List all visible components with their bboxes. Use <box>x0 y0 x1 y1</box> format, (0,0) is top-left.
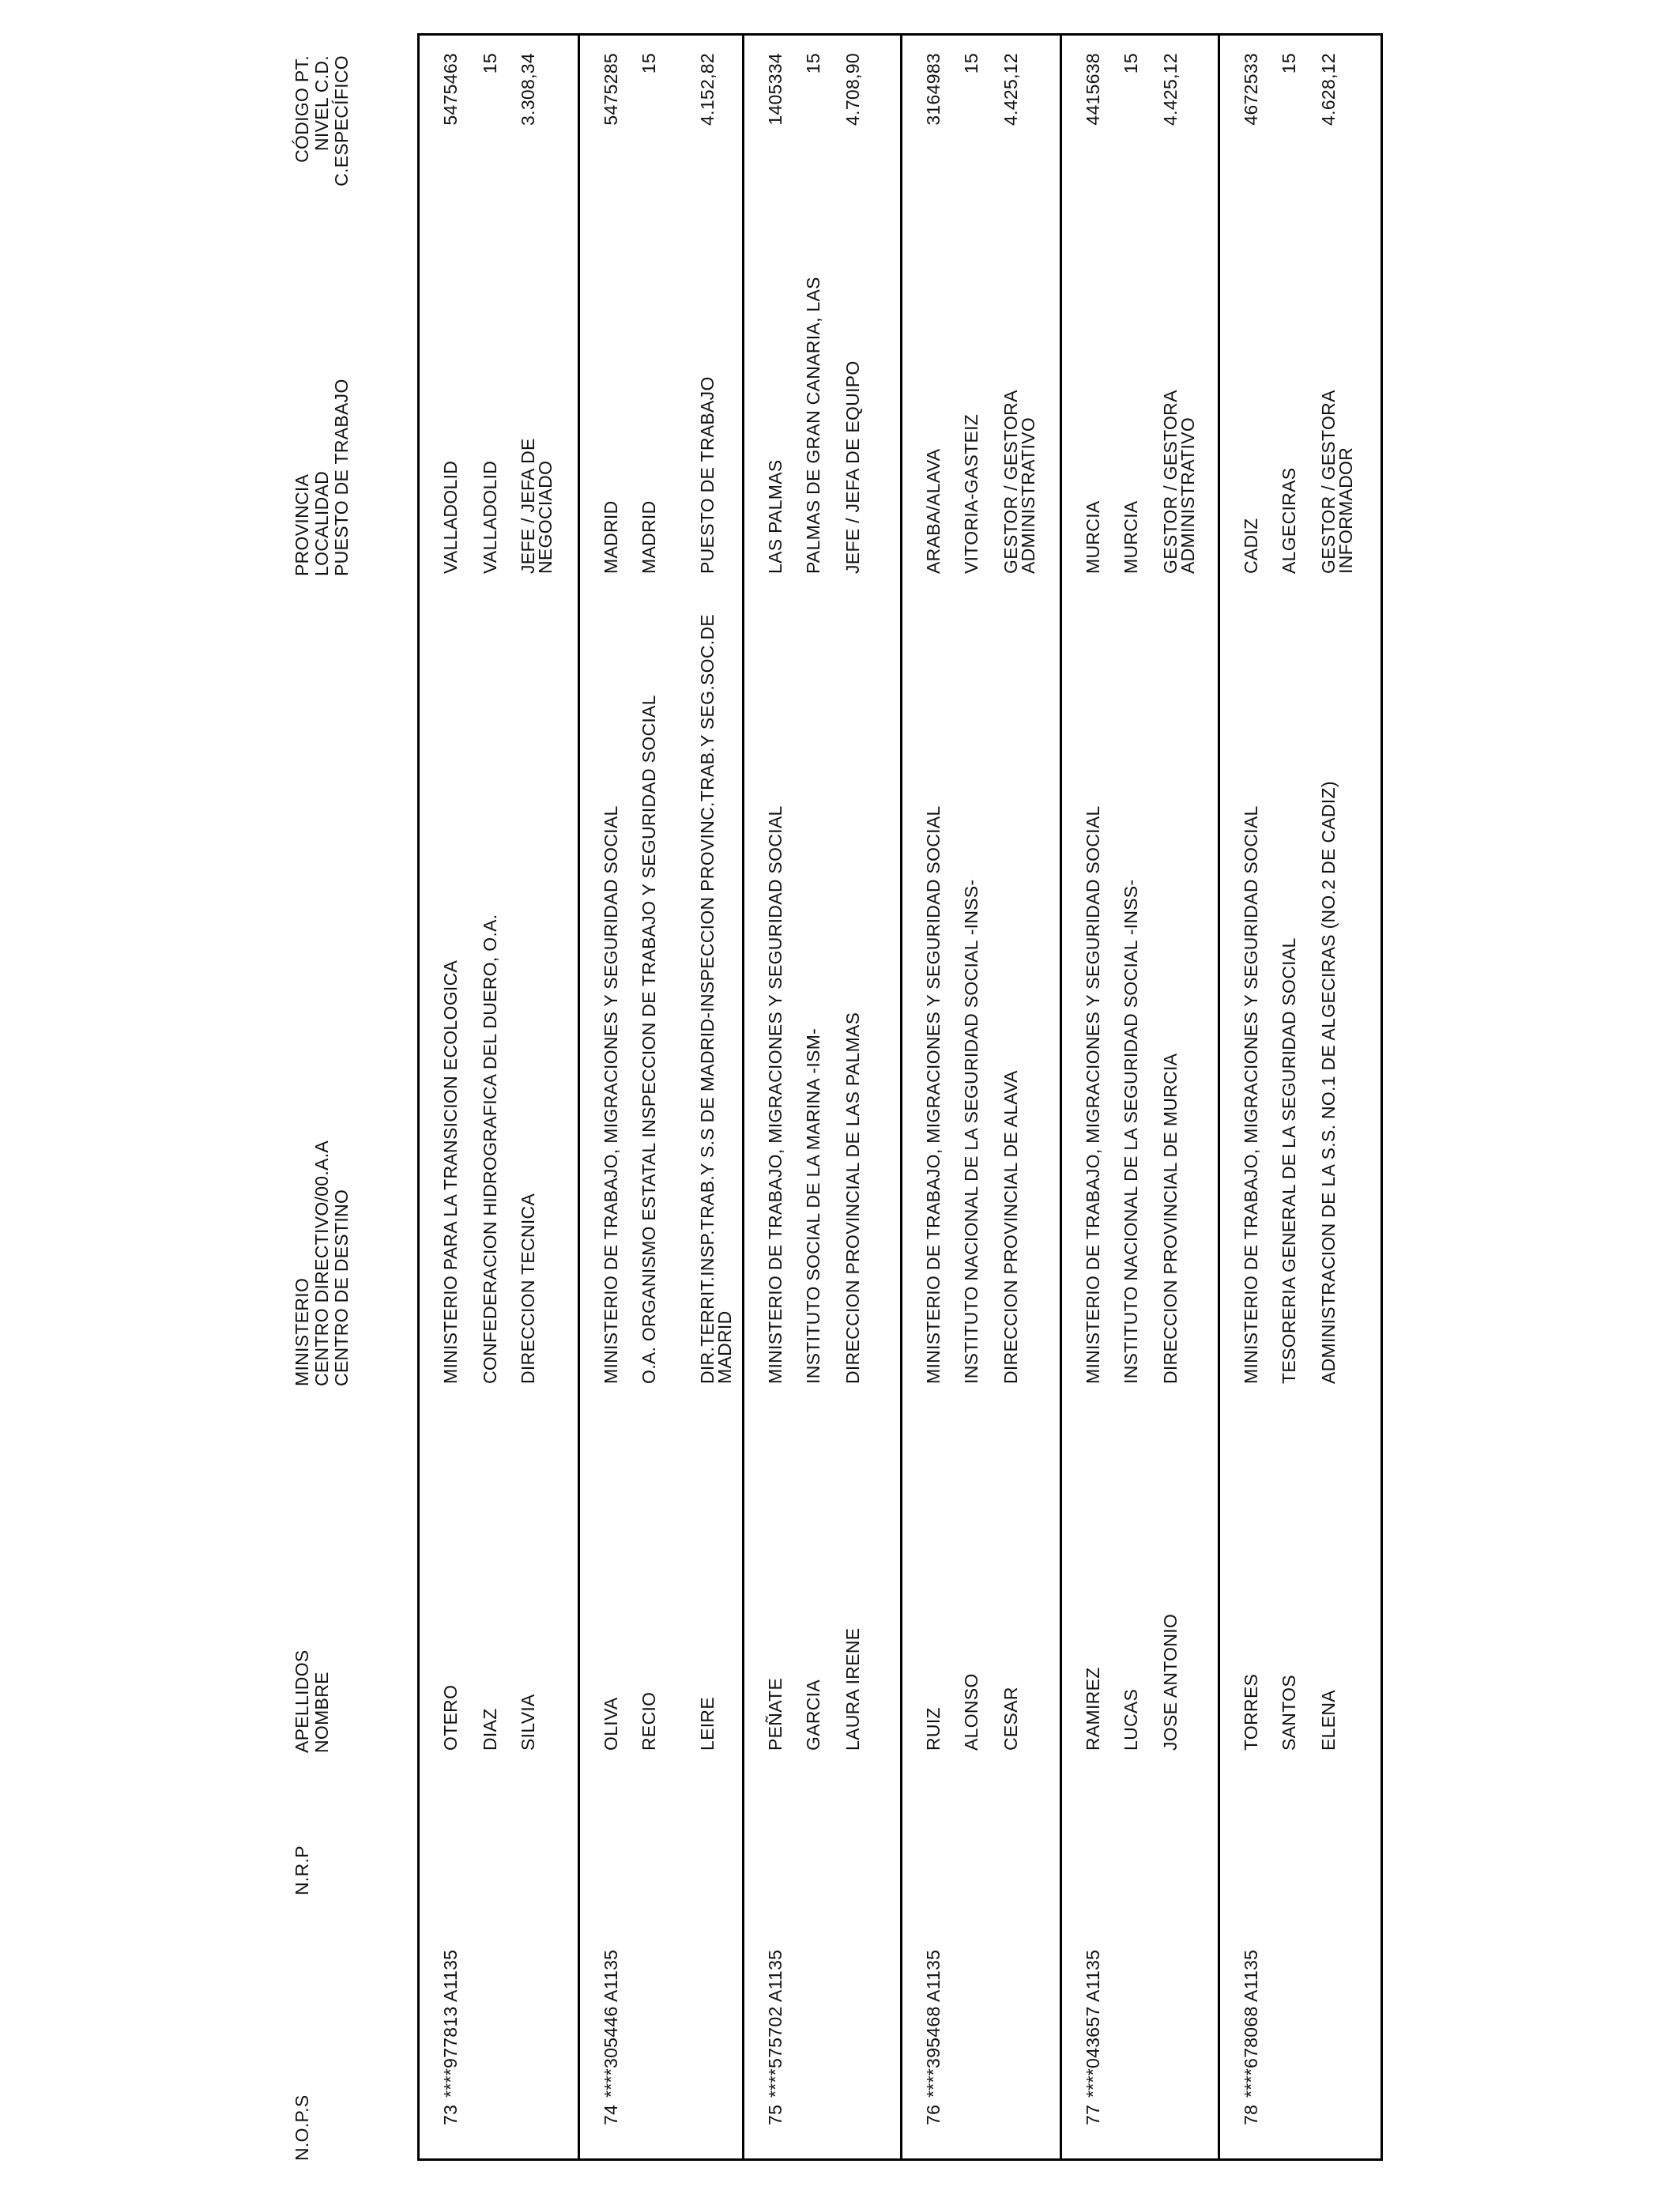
record-apellido2: LUCAS <box>1121 1688 1141 1751</box>
record-ministerio: MINISTERIO DE TRABAJO, MIGRACIONES Y SEGURIDAD SOCIAL <box>1083 805 1103 1384</box>
record-nombre: JOSE ANTONIO <box>1160 1613 1181 1751</box>
header-nrp-label: N.R.P <box>292 1845 312 1895</box>
record-codigo: 4415638 <box>1083 53 1103 126</box>
record-puesto: PUESTO DE TRABAJO <box>697 376 718 574</box>
header-provincia <box>292 379 352 576</box>
header-localidad-label: LOCALIDAD <box>311 470 332 576</box>
record-nops: 78 <box>1241 2104 1261 2125</box>
record-nombre: LEIRE <box>697 1697 718 1751</box>
header-nops <box>292 2095 312 2162</box>
record-centro-destino: DIR.TERRIT.INSP.TRAB.Y S.S DE MADRID-INSPECCION PROVINC.TRAB.Y SEG.SOC.DE MADRID <box>697 613 735 1384</box>
record-puesto: JEFE / JEFA DE EQUIPO <box>842 360 863 574</box>
header-nivel-label: NIVEL C.D. <box>311 55 332 152</box>
record-localidad: ALGECIRAS <box>1279 467 1299 574</box>
record-nrp: ****043657 A1135 <box>1083 1949 1103 2098</box>
record-apellido1: TORRES <box>1241 1673 1261 1751</box>
record-nombre: ELENA <box>1318 1690 1339 1751</box>
record-ministerio: MINISTERIO DE TRABAJO, MIGRACIONES Y SEGURIDAD SOCIAL <box>923 805 944 1384</box>
header-codigo <box>292 55 352 234</box>
record-centro-destino: ADMINISTRACION DE LA S.S. NO.1 DE ALGECIRAS (NO.2 DE CADIZ) <box>1318 781 1339 1384</box>
record-nops: 74 <box>601 2104 621 2125</box>
header-ministerio-label: MINISTERIO <box>292 1277 312 1386</box>
record-nrp: ****678068 A1135 <box>1241 1949 1261 2098</box>
record-nombre: CESAR <box>1000 1687 1021 1751</box>
record-puesto: GESTOR / GESTORA INFORMADOR <box>1318 390 1356 574</box>
record-codigo: 4672533 <box>1241 53 1261 126</box>
record-apellido2: ALONSO <box>961 1673 981 1751</box>
record-nrp: ****305446 A1135 <box>601 1949 621 2098</box>
record-nombre: LAURA IRENE <box>842 1627 863 1751</box>
record-block <box>744 36 902 2158</box>
record-especifico: 4.425,12 <box>1000 53 1021 126</box>
record-apellido1: OTERO <box>440 1684 461 1751</box>
record-nivel: 15 <box>1121 53 1141 74</box>
record-localidad: MADRID <box>638 500 659 574</box>
record-nivel: 15 <box>480 53 500 74</box>
record-apellido2: DIAZ <box>480 1708 500 1751</box>
header-codigo-label: CÓDIGO PT. <box>292 55 312 163</box>
record-provincia: CADIZ <box>1241 518 1261 574</box>
record-centro-destino: DIRECCION PROVINCIAL DE LAS PALMAS <box>842 1012 863 1384</box>
record-ministerio: MINISTERIO DE TRABAJO, MIGRACIONES Y SEGURIDAD SOCIAL <box>1241 805 1261 1384</box>
record-block <box>420 36 580 2158</box>
record-nrp: ****977813 A1135 <box>440 1949 461 2098</box>
record-especifico: 4.425,12 <box>1160 53 1181 126</box>
record-centro-destino: DIRECCION PROVINCIAL DE ALAVA <box>1000 1070 1021 1384</box>
record-ministerio: MINISTERIO DE TRABAJO, MIGRACIONES Y SEGURIDAD SOCIAL <box>765 805 785 1384</box>
record-puesto: GESTOR / GESTORA ADMINISTRATIVO <box>1000 390 1038 574</box>
record-especifico: 4.628,12 <box>1318 53 1339 126</box>
record-centro-directivo: INSTITUTO SOCIAL DE LA MARINA -ISM- <box>803 1027 823 1384</box>
record-provincia: MURCIA <box>1083 500 1103 574</box>
record-nrp: ****395468 A1135 <box>923 1949 944 2098</box>
record-provincia: MADRID <box>601 500 621 574</box>
record-nops: 76 <box>923 2104 944 2125</box>
records-table <box>417 33 1383 2161</box>
record-ministerio: MINISTERIO DE TRABAJO, MIGRACIONES Y SEGURIDAD SOCIAL <box>601 805 621 1384</box>
record-localidad: PALMAS DE GRAN CANARIA, LAS <box>803 277 823 574</box>
header-nrp <box>292 1845 312 1895</box>
record-block <box>1220 36 1381 2158</box>
record-apellido1: RAMIREZ <box>1083 1667 1103 1751</box>
header-centro-destino-label: CENTRO DE DESTINO <box>331 1189 352 1386</box>
record-nivel: 15 <box>1279 53 1299 74</box>
record-apellido2: SANTOS <box>1279 1675 1299 1751</box>
record-especifico: 3.308,34 <box>518 53 538 126</box>
record-especifico: 4.708,90 <box>842 53 863 126</box>
header-apellidos <box>292 1649 332 1753</box>
record-nivel: 15 <box>638 53 659 74</box>
record-centro-directivo: INSTITUTO NACIONAL DE LA SEGURIDAD SOCIAL -INSS- <box>1121 879 1141 1384</box>
record-apellido1: PEÑATE <box>765 1677 785 1751</box>
record-block <box>580 36 744 2158</box>
record-especifico: 4.152,82 <box>697 53 718 126</box>
record-block <box>1062 36 1220 2158</box>
record-block <box>902 36 1062 2158</box>
record-apellido1: RUIZ <box>923 1707 944 1751</box>
header-centro-directivo-label: CENTRO DIRECTIVO/00.A.A <box>311 1140 332 1386</box>
header-apellidos-label: APELLIDOS <box>292 1649 312 1753</box>
record-nops: 73 <box>440 2104 461 2125</box>
record-centro-destino: DIRECCION PROVINCIAL DE MURCIA <box>1160 1053 1181 1384</box>
header-especifico-label: C.ESPECÍFICO <box>331 55 352 187</box>
record-provincia: VALLADOLID <box>440 460 461 574</box>
header-ministerio <box>292 1140 352 1386</box>
record-apellido2: RECIO <box>638 1691 659 1751</box>
record-provincia: ARABA/ALAVA <box>923 448 944 574</box>
record-localidad: VITORIA-GASTEIZ <box>961 413 981 574</box>
record-nrp: ****575702 A1135 <box>765 1949 785 2098</box>
record-provincia: LAS PALMAS <box>765 459 785 574</box>
record-centro-directivo: O.A. ORGANISMO ESTATAL INSPECCION DE TRABAJO Y SEGURIDAD SOCIAL <box>638 695 659 1384</box>
record-localidad: MURCIA <box>1121 500 1141 574</box>
record-codigo: 5475463 <box>440 53 461 126</box>
record-nops: 77 <box>1083 2104 1103 2125</box>
record-centro-directivo: CONFEDERACION HIDROGRAFICA DEL DUERO, O.A. <box>480 914 500 1384</box>
record-ministerio: MINISTERIO PARA LA TRANSICION ECOLOGICA <box>440 959 461 1384</box>
record-nivel: 15 <box>803 53 823 74</box>
record-nivel: 15 <box>961 53 981 74</box>
record-centro-directivo: TESORERIA GENERAL DE LA SEGURIDAD SOCIAL <box>1279 937 1299 1384</box>
header-nops-label: N.O.P.S <box>292 2094 312 2161</box>
record-puesto: JEFE / JEFA DE NEGOCIADO <box>518 438 556 574</box>
header-nombre-label: NOMBRE <box>311 1672 332 1753</box>
record-localidad: VALLADOLID <box>480 460 500 574</box>
record-apellido1: OLIVA <box>601 1697 621 1751</box>
record-codigo: 5475285 <box>601 53 621 126</box>
record-codigo: 1405334 <box>765 53 785 126</box>
header-puesto-label: PUESTO DE TRABAJO <box>331 379 352 576</box>
record-nombre: SILVIA <box>518 1694 538 1751</box>
record-puesto: GESTOR / GESTORA ADMINISTRATIVO <box>1160 390 1198 574</box>
header-provincia-label: PROVINCIA <box>292 473 312 576</box>
record-centro-destino: DIRECCION TECNICA <box>518 1193 538 1384</box>
record-centro-directivo: INSTITUTO NACIONAL DE LA SEGURIDAD SOCIAL -INSS- <box>961 879 981 1384</box>
record-apellido2: GARCIA <box>803 1679 823 1751</box>
record-nops: 75 <box>765 2104 785 2125</box>
record-codigo: 3164983 <box>923 53 944 126</box>
